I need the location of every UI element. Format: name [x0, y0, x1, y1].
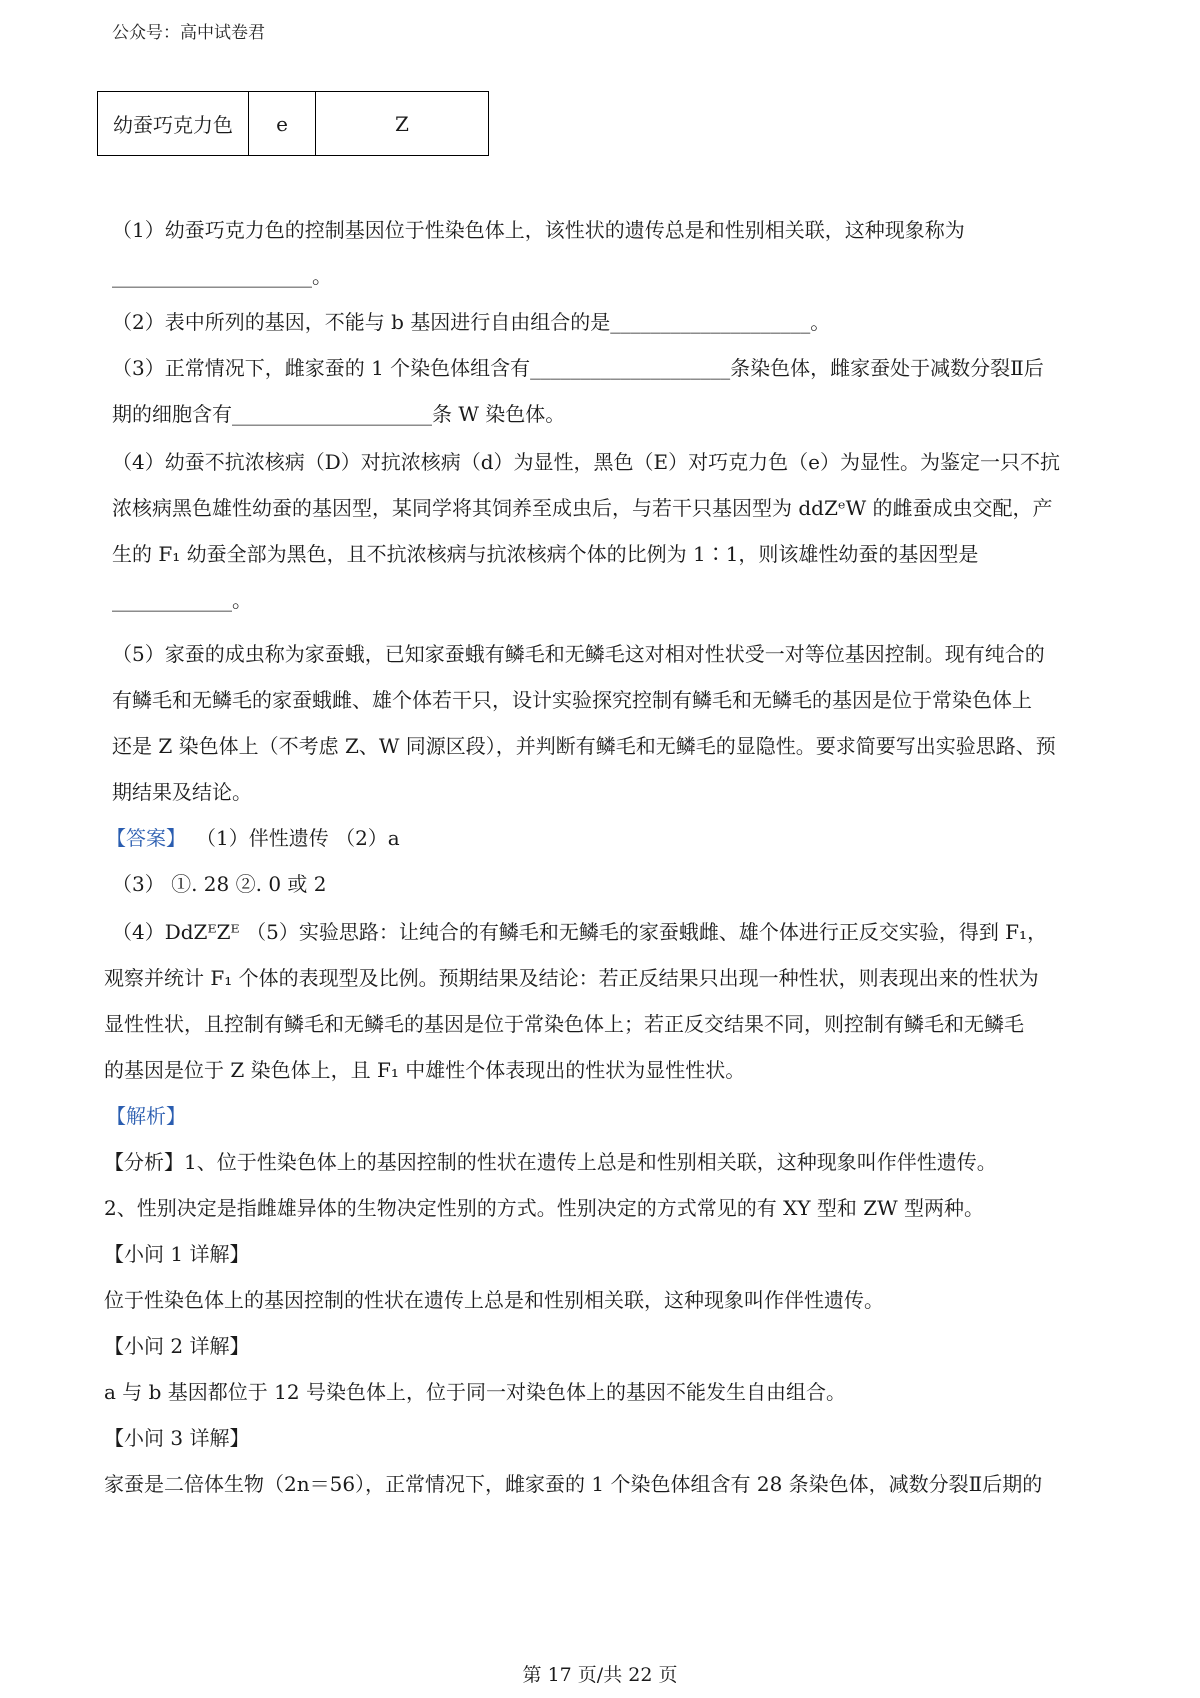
- text-line: 浓核病黑色雄性幼蚕的基因型，某同学将其饲养至成虫后，与若干只基因型为 ddZᵉW 的雌蚕成虫交配，产: [112, 496, 1053, 520]
- text-line: （5）家蚕的成虫称为家蚕蛾，已知家蚕蛾有鳞毛和无鳞毛这对相对性状受一对等位基因控制。现有纯合的: [112, 642, 1045, 666]
- table-row: [98, 92, 489, 156]
- analysis-line: 位于性染色体上的基因控制的性状在遗传上总是和性别相关联，这种现象叫作伴性遗传。: [104, 1288, 884, 1312]
- table-cell-chromosome: Z: [316, 92, 489, 156]
- answer-line: 显性性状，且控制有鳞毛和无鳞毛的基因是位于常染色体上；若正反交结果不同，则控制有鳞毛和无鳞毛: [104, 1012, 1024, 1036]
- analysis-label: 【解析】: [106, 1104, 186, 1128]
- text-line: 还是 Z 染色体上（不考虑 Z、W 同源区段），并判断有鳞毛和无鳞毛的显隐性。要求简要写出实验思路、预: [112, 734, 1056, 758]
- analysis-subheading: 【小问 3 详解】: [104, 1426, 250, 1450]
- analysis-line: a 与 b 基因都位于 12 号染色体上，位于同一对染色体上的基因不能发生自由组合。: [104, 1380, 846, 1404]
- text-line: （1）幼蚕巧克力色的控制基因位于性染色体上，该性状的遗传总是和性别相关联，这种现象称为: [112, 218, 965, 242]
- answer-label: 【答案】: [106, 826, 186, 850]
- page-footer: 第 17 页/共 22 页: [522, 1664, 678, 1686]
- analysis-line: 家蚕是二倍体生物（2n＝56），正常情况下，雌家蚕的 1 个染色体组含有 28 条染色体，减数分裂Ⅱ后期的: [104, 1472, 1043, 1496]
- text-line: 生的 F₁ 幼蚕全部为黑色，且不抗浓核病与抗浓核病个体的比例为 1∶1，则该雄性幼蚕的基因型是: [112, 542, 979, 566]
- answer-line: 的基因是位于 Z 染色体上，且 F₁ 中雄性个体表现出的性状为显性性状。: [104, 1058, 746, 1082]
- text-line: （2）表中所列的基因，不能与 b 基因进行自由组合的是____________________。: [112, 310, 831, 334]
- table-cell-gene: e: [249, 92, 316, 156]
- gene-table: [97, 91, 489, 156]
- analysis-subheading: 【小问 2 详解】: [104, 1334, 250, 1358]
- text-line: （3）正常情况下，雌家蚕的 1 个染色体组含有____________________条染色体，雌家蚕处于减数分裂Ⅱ后: [112, 356, 1044, 380]
- text-line: ____________。: [112, 588, 252, 612]
- answer-line: （1）伴性遗传 （2）a: [196, 826, 400, 850]
- page-header: 公众号：高中试卷君: [112, 23, 265, 43]
- text-line: 期的细胞含有____________________条 W 染色体。: [112, 402, 566, 426]
- analysis-line: 【分析】1、位于性染色体上的基因控制的性状在遗传上总是和性别相关联，这种现象叫作伴性遗传。: [104, 1150, 997, 1174]
- analysis-line: 2、性别决定是指雌雄异体的生物决定性别的方式。性别决定的方式常见的有 XY 型和 ZW 型两种。: [104, 1196, 985, 1220]
- analysis-subheading: 【小问 1 详解】: [104, 1242, 250, 1266]
- text-line: ____________________。: [112, 264, 332, 288]
- answer-line: 观察并统计 F₁ 个体的表现型及比例。预期结果及结论：若正反结果只出现一种性状，则表现出来的性状为: [104, 966, 1039, 990]
- answer-line: （4）DdZᴱZᴱ （5）实验思路：让纯合的有鳞毛和无鳞毛的家蚕蛾雌、雄个体进行正反交实验，得到 F₁，: [112, 920, 1048, 944]
- text-line: 有鳞毛和无鳞毛的家蚕蛾雌、雄个体若干只，设计实验探究控制有鳞毛和无鳞毛的基因是位于常染色体上: [112, 688, 1032, 712]
- table-cell-trait: 幼蚕巧克力色: [98, 92, 249, 156]
- text-line: （4）幼蚕不抗浓核病（D）对抗浓核病（d）为显性，黑色（E）对巧克力色（e）为显性。为鉴定一只不抗: [112, 450, 1060, 474]
- answer-line: （3） ①. 28 ②. 0 或 2: [112, 872, 327, 896]
- text-line: 期结果及结论。: [112, 780, 252, 804]
